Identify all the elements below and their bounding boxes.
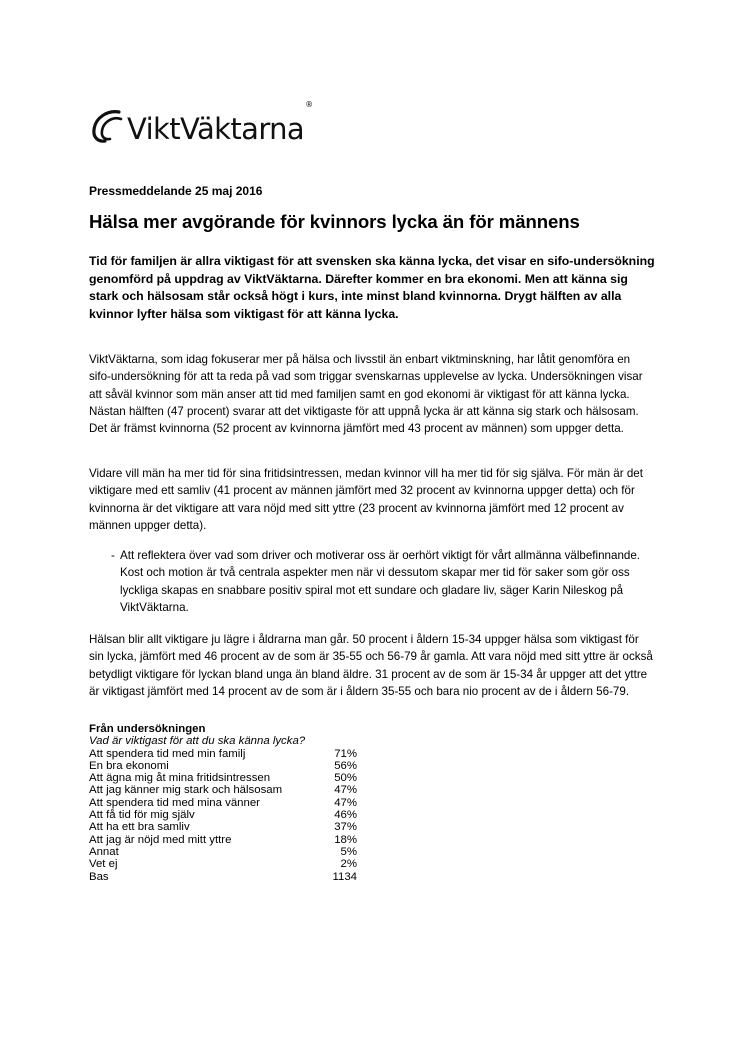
survey-row	[89, 748, 369, 760]
body-paragraph-2: Vidare vill män ha mer tid för sina fritidsintressen, medan kvinnor vill ha mer tid för sig själva. För män är det viktigare med ett samliv (41 procent av männen jämfört med 32 procent av kvinnorna uppger detta) och för kvinnorna är det viktigare att vara nöjd med sitt yttre (23 procent av kvinnorna jämfört med 12 procent av männen uppger detta).	[89, 467, 643, 532]
survey-row-label: Bas	[89, 870, 109, 883]
survey-row-label: Att jag är nöjd med mitt yttre	[89, 833, 232, 846]
survey-results	[89, 723, 369, 883]
logo-wordmark: ViktVäktarna®	[127, 100, 313, 146]
registered-mark: ®	[305, 100, 313, 109]
survey-row-value: 5%	[340, 845, 357, 858]
survey-row-value: 37%	[334, 821, 357, 834]
survey-question: Vad är viktigast för att du ska känna lycka?	[89, 735, 306, 748]
survey-row-value: 1134	[332, 870, 357, 883]
survey-row	[89, 772, 369, 784]
survey-row	[89, 760, 369, 772]
survey-row	[89, 784, 369, 796]
swirl-logo-icon	[89, 108, 125, 144]
survey-table	[89, 748, 369, 883]
survey-row-value: 18%	[334, 833, 357, 846]
lead-paragraph: Tid för familjen är allra viktigast för att svensken ska känna lycka, det visar en sifo-undersökning genomförd på uppdrag av ViktVäktarna. Därefter kommer en bra ekonomi. Men att känna sig stark och hälsosam står också högt i kurs, inte minst bland kvinnorna. Drygt hälften av alla kvinnor lyfter hälsa som viktigast för att känna lycka.	[89, 254, 655, 321]
survey-row-label: Att spendera tid med min familj	[89, 747, 246, 760]
survey-row	[89, 809, 369, 821]
survey-row-value: 46%	[334, 809, 357, 822]
survey-row-label: Annat	[89, 845, 119, 858]
survey-row-value: 47%	[334, 784, 357, 797]
survey-row	[89, 797, 369, 809]
survey-row	[89, 821, 369, 833]
body-paragraph-1: ViktVäktarna, som idag fokuserar mer på hälsa och livsstil än enbart viktminskning, har låtit genomföra en sifo-undersökning för att ta reda på vad som triggar svenskarnas upplevelse av lycka. Undersökningen visar att såväl kvinnor som män anser att tid med familjen samt en god ekonomi är viktigast för att känna lycka. Nästan hälften (47 procent) svarar att det viktigaste för att uppnå lycka är att känna sig stark och hälsosam. Det är främst kvinnorna (52 procent av kvinnorna jämfört med 43 procent av männen) som uppger detta.	[89, 353, 643, 436]
survey-row-label: Att ha ett bra samliv	[89, 821, 190, 834]
survey-title: Från undersökningen	[89, 723, 206, 735]
survey-row	[89, 846, 369, 858]
quote-text: Att reflektera över vad som driver och motiverar oss är oerhört viktigt för vårt allmänna välbefinnande. Kost och motion är två centrala aspekter men när vi dessutom skapar mer tid för saker som gör oss lyckliga skapas en snabbare positiv spiral mot ett sundare och gladare liv, säger Karin Nileskog på ViktVäktarna.	[120, 549, 641, 614]
survey-row-label: Att jag känner mig stark och hälsosam	[89, 784, 283, 797]
survey-row	[89, 834, 369, 846]
survey-row-label: Vet ej	[89, 858, 118, 871]
survey-row-value: 2%	[340, 858, 357, 871]
survey-row-label: Att spendera tid med mina vänner	[89, 796, 260, 809]
survey-row-value: 47%	[334, 796, 357, 809]
survey-row-value: 71%	[334, 747, 357, 760]
survey-row-value: 50%	[334, 772, 357, 785]
headline: Hälsa mer avgörande för kvinnors lycka än för männens	[89, 211, 580, 232]
survey-row-label: En bra ekonomi	[89, 759, 169, 772]
survey-row	[89, 871, 369, 883]
body-paragraph-4: Hälsan blir allt viktigare ju lägre i åldrarna man går. 50 procent i åldern 15-34 uppger hälsa som viktigast för sin lycka, jämfört med 46 procent av de som är 35-55 och 56-79 år gamla. Att vara nöjd med sitt yttre är också betydligt viktigare för lyckan bland unga än bland äldre. 31 procent av de som är 15-34 år uppger att det yttre är viktigast jämfört med 14 procent av de som är i åldern 35-55 och bara nio procent av de i åldern 56-79.	[89, 633, 653, 698]
survey-row	[89, 858, 369, 870]
viktvaktarna-logo	[89, 100, 313, 144]
survey-row-label: Att få tid för mig själv	[89, 809, 195, 822]
bullet-dash: -	[111, 549, 115, 562]
press-release-date: Pressmeddelande 25 maj 2016	[89, 184, 263, 198]
survey-row-value: 56%	[334, 759, 357, 772]
survey-row-label: Att ägna mig åt mina fritidsintressen	[89, 772, 271, 785]
